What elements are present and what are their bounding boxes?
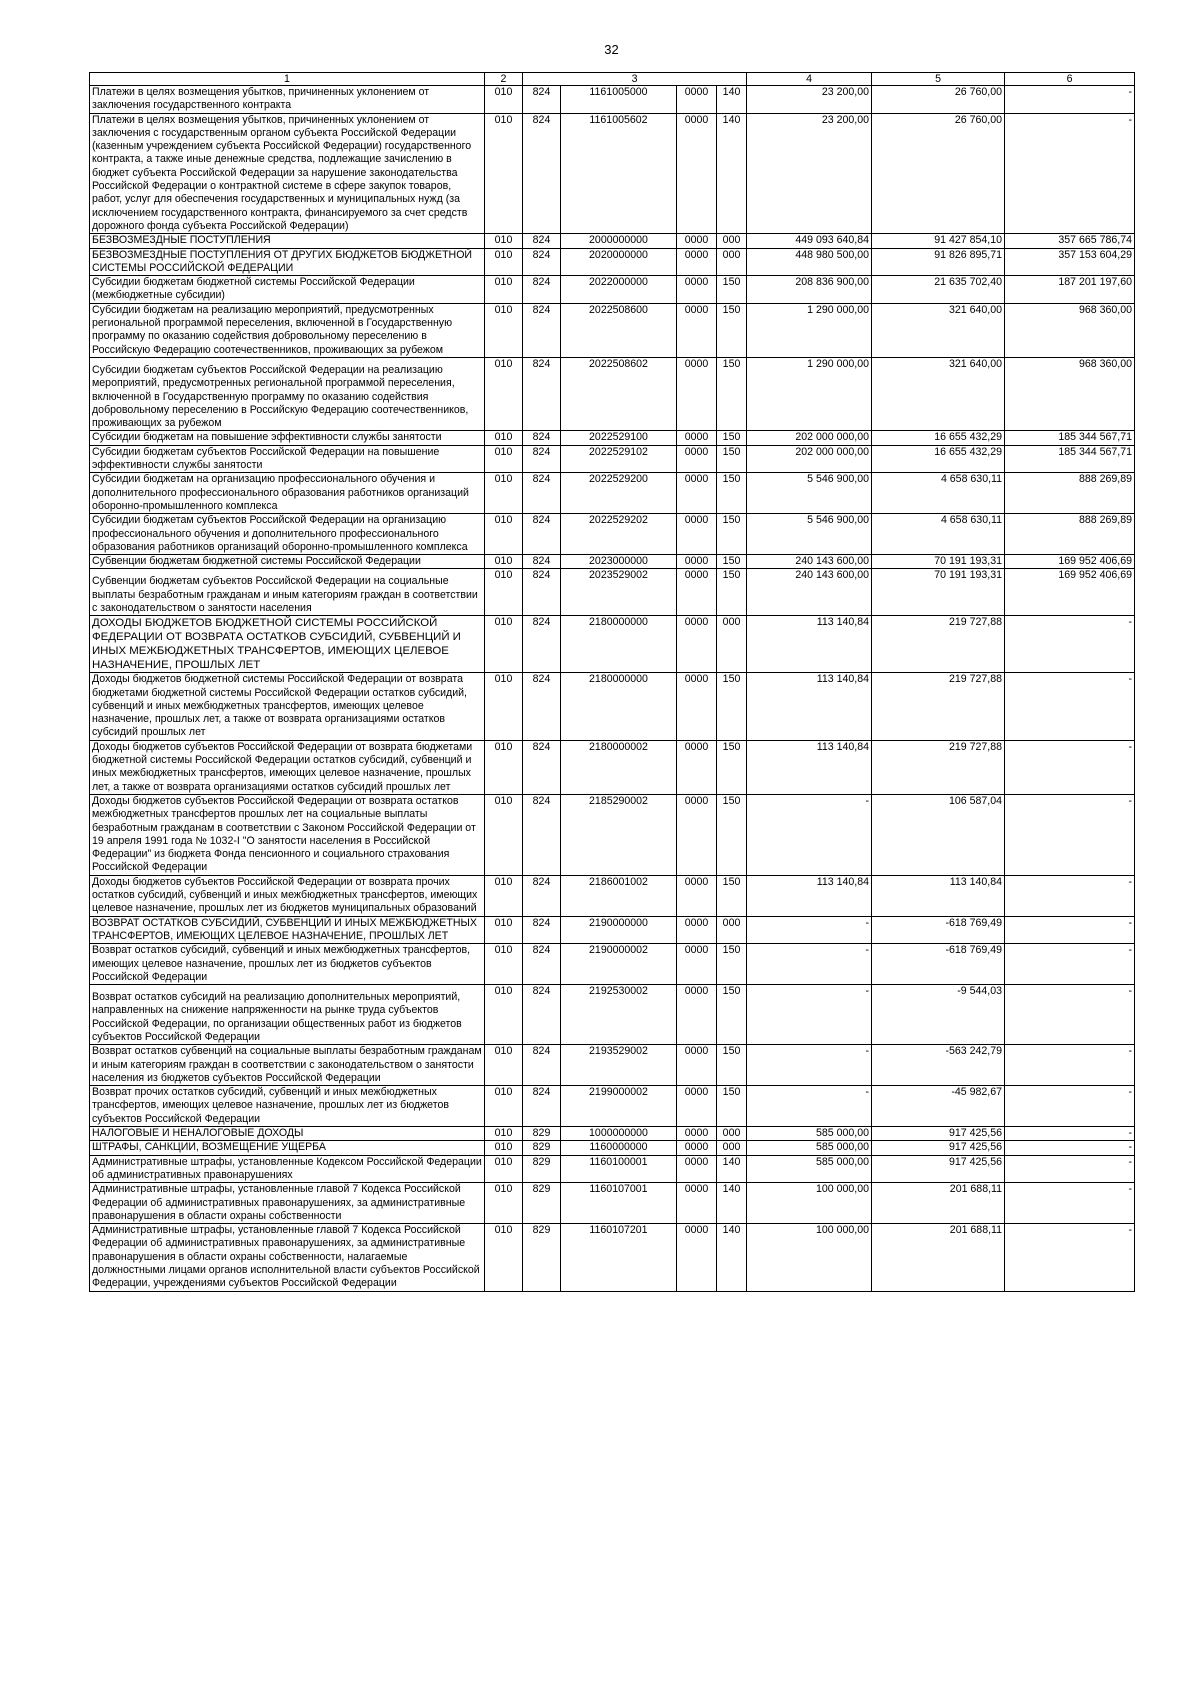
row-description: Субсидии бюджетам на организацию профессионального обучения и дополнительного профессионального образования работников организаций оборонно-промышленного комплекса <box>90 473 485 514</box>
row-kosgu-code: 150 <box>717 673 747 740</box>
row-admin-code: 010 <box>485 1224 523 1291</box>
row-admin-code: 010 <box>485 1127 523 1141</box>
row-description: Субсидии бюджетам на повышение эффективности службы занятости <box>90 431 485 445</box>
row-kbk-code: 2193529002 <box>561 1045 677 1086</box>
row-unexecuted-amount: - <box>1005 1155 1135 1183</box>
row-executed-amount: -45 982,67 <box>872 1086 1005 1127</box>
row-kosgu-code: 150 <box>717 555 747 569</box>
row-chapter-code: 824 <box>523 431 561 445</box>
row-unexecuted-amount: - <box>1005 616 1135 673</box>
table-row <box>90 555 1135 569</box>
table-row <box>90 1224 1135 1291</box>
row-kbk-code: 2180000000 <box>561 673 677 740</box>
row-unexecuted-amount: - <box>1005 916 1135 944</box>
row-unexecuted-amount: - <box>1005 1086 1135 1127</box>
row-admin-code: 010 <box>485 234 523 248</box>
row-executed-amount: 91 427 854,10 <box>872 234 1005 248</box>
row-kbk-code: 2022529202 <box>561 514 677 555</box>
row-chapter-code: 824 <box>523 514 561 555</box>
table-row <box>90 276 1135 304</box>
row-admin-code: 010 <box>485 1183 523 1224</box>
table-row <box>90 1183 1135 1224</box>
table-row <box>90 916 1135 944</box>
row-unexecuted-amount: - <box>1005 875 1135 916</box>
row-description: Возврат остатков субвенций на социальные выплаты безработным гражданам и иным категориям граждан в соответствии с законодательством о занятости населения из бюджетов субъектов Российской Федерации <box>90 1045 485 1086</box>
row-program-code: 0000 <box>677 234 717 248</box>
row-admin-code: 010 <box>485 916 523 944</box>
row-kosgu-code: 150 <box>717 944 747 985</box>
table-row <box>90 944 1135 985</box>
row-admin-code: 010 <box>485 514 523 555</box>
row-unexecuted-amount: 968 360,00 <box>1005 303 1135 357</box>
row-kbk-code: 1160107001 <box>561 1183 677 1224</box>
row-approved-amount: 448 980 500,00 <box>747 248 872 276</box>
row-kbk-code: 2000000000 <box>561 234 677 248</box>
row-kosgu-code: 140 <box>717 113 747 234</box>
row-kosgu-code: 150 <box>717 276 747 304</box>
row-description: Субсидии бюджетам субъектов Российской Федерации на повышение эффективности службы занятости <box>90 445 485 473</box>
row-executed-amount: 70 191 193,31 <box>872 555 1005 569</box>
row-program-code: 0000 <box>677 113 717 234</box>
row-kosgu-code: 150 <box>717 985 747 1045</box>
row-executed-amount: 91 826 895,71 <box>872 248 1005 276</box>
header-col-5: 5 <box>872 73 1005 86</box>
row-unexecuted-amount: - <box>1005 1183 1135 1224</box>
header-col-6: 6 <box>1005 73 1135 86</box>
row-approved-amount: 23 200,00 <box>747 113 872 234</box>
row-kosgu-code: 150 <box>717 794 747 875</box>
row-kbk-code: 2023529002 <box>561 569 677 616</box>
row-admin-code: 010 <box>485 303 523 357</box>
row-program-code: 0000 <box>677 1086 717 1127</box>
row-admin-code: 010 <box>485 86 523 114</box>
row-description: Субвенции бюджетам субъектов Российской Федерации на социальные выплаты безработным гражданам и иным категориям граждан в соответствии с законодательством о занятости населения <box>90 569 485 616</box>
row-description: Платежи в целях возмещения убытков, причиненных уклонением от заключения государственного контракта <box>90 86 485 114</box>
row-program-code: 0000 <box>677 616 717 673</box>
row-admin-code: 010 <box>485 673 523 740</box>
header-col-4: 4 <box>747 73 872 86</box>
row-program-code: 0000 <box>677 514 717 555</box>
row-executed-amount: -563 242,79 <box>872 1045 1005 1086</box>
row-approved-amount: 585 000,00 <box>747 1155 872 1183</box>
row-kbk-code: 2022508600 <box>561 303 677 357</box>
row-kosgu-code: 000 <box>717 248 747 276</box>
row-description: Платежи в целях возмещения убытков, причиненных уклонением от заключения с государственным органом субъекта Российской Федерации (казенным учреждением субъекта Российской Федерации) государственного контракта, а также иные денежные средства, подлежащие зачислению в бюджет субъекта Российской Федерации за нарушение законодательства Российской Федерации о контрактной системе в сфере закупок товаров, работ, услуг для обеспечения государственных и муниципальных нужд (за исключением государственного контракта, финансируемого за счет средств дорожного фонда субъекта Российской Федерации) <box>90 113 485 234</box>
row-kbk-code: 1160100001 <box>561 1155 677 1183</box>
row-description: Возврат прочих остатков субсидий, субвенций и иных межбюджетных трансфертов, имеющих целевое назначение, прошлых лет из бюджетов субъектов Российской Федерации <box>90 1086 485 1127</box>
row-executed-amount: 219 727,88 <box>872 740 1005 794</box>
row-approved-amount: 100 000,00 <box>747 1224 872 1291</box>
row-kosgu-code: 150 <box>717 740 747 794</box>
table-row <box>90 1141 1135 1155</box>
row-approved-amount: - <box>747 916 872 944</box>
row-kosgu-code: 150 <box>717 303 747 357</box>
row-unexecuted-amount: - <box>1005 1224 1135 1291</box>
row-approved-amount: - <box>747 1045 872 1086</box>
row-admin-code: 010 <box>485 794 523 875</box>
table-row <box>90 303 1135 357</box>
row-kosgu-code: 140 <box>717 86 747 114</box>
row-admin-code: 010 <box>485 473 523 514</box>
row-kosgu-code: 150 <box>717 514 747 555</box>
row-approved-amount: 113 140,84 <box>747 875 872 916</box>
row-program-code: 0000 <box>677 473 717 514</box>
row-description: Субвенции бюджетам бюджетной системы Российской Федерации <box>90 555 485 569</box>
row-program-code: 0000 <box>677 248 717 276</box>
row-kbk-code: 2023000000 <box>561 555 677 569</box>
page-number: 32 <box>604 42 619 57</box>
row-chapter-code: 824 <box>523 303 561 357</box>
row-admin-code: 010 <box>485 248 523 276</box>
row-description: Доходы бюджетов бюджетной системы Российской Федерации от возврата бюджетами бюджетной системы Российской Федерации остатков субсидий, субвенций и иных межбюджетных трансфертов, имеющих целевое назначение, прошлых лет, а также от возврата организациями остатков субсидий прошлых лет <box>90 673 485 740</box>
row-description: Административные штрафы, установленные главой 7 Кодекса Российской Федерации об административных правонарушениях, за административные правонарушения в области охраны собственности, налагаемые должностными лицами органов исполнительной власти субъектов Российской Федерации, учреждениями субъектов Российской Федерации <box>90 1224 485 1291</box>
row-unexecuted-amount: - <box>1005 1141 1135 1155</box>
row-admin-code: 010 <box>485 740 523 794</box>
row-unexecuted-amount: - <box>1005 86 1135 114</box>
row-kbk-code: 2190000000 <box>561 916 677 944</box>
row-admin-code: 010 <box>485 616 523 673</box>
row-admin-code: 010 <box>485 431 523 445</box>
row-approved-amount: 202 000 000,00 <box>747 445 872 473</box>
row-chapter-code: 824 <box>523 1086 561 1127</box>
row-program-code: 0000 <box>677 1155 717 1183</box>
row-program-code: 0000 <box>677 740 717 794</box>
row-chapter-code: 824 <box>523 944 561 985</box>
row-chapter-code: 824 <box>523 248 561 276</box>
row-executed-amount: 917 425,56 <box>872 1155 1005 1183</box>
row-kosgu-code: 150 <box>717 1045 747 1086</box>
row-kbk-code: 2180000000 <box>561 616 677 673</box>
row-executed-amount: 113 140,84 <box>872 875 1005 916</box>
row-description: Возврат остатков субсидий на реализацию дополнительных мероприятий, направленных на снижение напряженности на рынке труда субъектов Российской Федерации, по организации общественных работ из бюджетов субъектов Российской Федерации <box>90 985 485 1045</box>
row-approved-amount: 208 836 900,00 <box>747 276 872 304</box>
table-row <box>90 569 1135 616</box>
row-admin-code: 010 <box>485 944 523 985</box>
row-program-code: 0000 <box>677 303 717 357</box>
row-chapter-code: 829 <box>523 1155 561 1183</box>
row-program-code: 0000 <box>677 875 717 916</box>
row-admin-code: 010 <box>485 569 523 616</box>
row-executed-amount: 917 425,56 <box>872 1141 1005 1155</box>
row-kbk-code: 2022529200 <box>561 473 677 514</box>
row-kbk-code: 1161005000 <box>561 86 677 114</box>
table-row <box>90 431 1135 445</box>
row-chapter-code: 824 <box>523 234 561 248</box>
row-approved-amount: - <box>747 794 872 875</box>
row-unexecuted-amount: - <box>1005 1045 1135 1086</box>
row-admin-code: 010 <box>485 875 523 916</box>
row-executed-amount: 26 760,00 <box>872 86 1005 114</box>
row-approved-amount: 113 140,84 <box>747 740 872 794</box>
row-executed-amount: 16 655 432,29 <box>872 431 1005 445</box>
row-chapter-code: 824 <box>523 569 561 616</box>
row-chapter-code: 824 <box>523 875 561 916</box>
table-row <box>90 357 1135 430</box>
row-program-code: 0000 <box>677 916 717 944</box>
header-col-2: 2 <box>485 73 523 86</box>
row-program-code: 0000 <box>677 569 717 616</box>
row-approved-amount: - <box>747 944 872 985</box>
row-chapter-code: 829 <box>523 1127 561 1141</box>
row-program-code: 0000 <box>677 555 717 569</box>
row-approved-amount: 23 200,00 <box>747 86 872 114</box>
row-chapter-code: 824 <box>523 86 561 114</box>
row-chapter-code: 824 <box>523 794 561 875</box>
table-body <box>90 86 1135 1292</box>
row-unexecuted-amount: 888 269,89 <box>1005 473 1135 514</box>
row-approved-amount: 1 290 000,00 <box>747 303 872 357</box>
row-unexecuted-amount: 888 269,89 <box>1005 514 1135 555</box>
row-kbk-code: 2022508602 <box>561 357 677 430</box>
row-program-code: 0000 <box>677 445 717 473</box>
row-approved-amount: 240 143 600,00 <box>747 555 872 569</box>
row-approved-amount: 240 143 600,00 <box>747 569 872 616</box>
row-description: Доходы бюджетов субъектов Российской Федерации от возврата прочих остатков субсидий, субвенций и иных межбюджетных трансфертов, имеющих целевое назначение, прошлых лет из бюджетов муниципальных образований <box>90 875 485 916</box>
row-unexecuted-amount: - <box>1005 1127 1135 1141</box>
table-row <box>90 473 1135 514</box>
row-kosgu-code: 150 <box>717 473 747 514</box>
row-description: Доходы бюджетов субъектов Российской Федерации от возврата бюджетами бюджетной системы Российской Федерации остатков субсидий, субвенций и иных межбюджетных трансфертов, имеющих целевое назначение, прошлых лет, а также от возврата организациями остатков субсидий прошлых лет <box>90 740 485 794</box>
row-executed-amount: 219 727,88 <box>872 673 1005 740</box>
row-executed-amount: 321 640,00 <box>872 303 1005 357</box>
row-executed-amount: 201 688,11 <box>872 1183 1005 1224</box>
header-row <box>90 73 1135 86</box>
row-description: ДОХОДЫ БЮДЖЕТОВ БЮДЖЕТНОЙ СИСТЕМЫ РОССИЙСКОЙ ФЕДЕРАЦИИ ОТ ВОЗВРАТА ОСТАТКОВ СУБСИДИЙ, СУБВЕНЦИЙ И ИНЫХ МЕЖБЮДЖЕТНЫХ ТРАНСФЕРТОВ, ИМЕЮЩИХ ЦЕЛЕВОЕ НАЗНАЧЕНИЕ, ПРОШЛЫХ ЛЕТ <box>90 616 485 673</box>
row-unexecuted-amount: - <box>1005 944 1135 985</box>
row-program-code: 0000 <box>677 86 717 114</box>
row-kosgu-code: 140 <box>717 1183 747 1224</box>
budget-revenue-table <box>89 72 1135 1292</box>
row-kbk-code: 2192530002 <box>561 985 677 1045</box>
row-kosgu-code: 150 <box>717 445 747 473</box>
row-program-code: 0000 <box>677 944 717 985</box>
table-row <box>90 673 1135 740</box>
row-approved-amount: 585 000,00 <box>747 1127 872 1141</box>
row-kosgu-code: 000 <box>717 916 747 944</box>
row-approved-amount: 202 000 000,00 <box>747 431 872 445</box>
row-approved-amount: 113 140,84 <box>747 673 872 740</box>
row-description: Административные штрафы, установленные Кодексом Российской Федерации об административных правонарушениях <box>90 1155 485 1183</box>
row-executed-amount: -618 769,49 <box>872 944 1005 985</box>
row-kbk-code: 1160000000 <box>561 1141 677 1155</box>
row-description: Субсидии бюджетам на реализацию мероприятий, предусмотренных региональной программой переселения, включенной в Государственную программу по оказанию содействия добровольному переселению в Российскую Федерацию соотечественников, проживающих за рубежом <box>90 303 485 357</box>
row-admin-code: 010 <box>485 555 523 569</box>
row-chapter-code: 829 <box>523 1224 561 1291</box>
row-kbk-code: 2022529100 <box>561 431 677 445</box>
row-approved-amount: 5 546 900,00 <box>747 514 872 555</box>
row-unexecuted-amount: 357 665 786,74 <box>1005 234 1135 248</box>
row-executed-amount: -618 769,49 <box>872 916 1005 944</box>
row-program-code: 0000 <box>677 357 717 430</box>
row-chapter-code: 824 <box>523 616 561 673</box>
row-executed-amount: 321 640,00 <box>872 357 1005 430</box>
row-admin-code: 010 <box>485 1155 523 1183</box>
row-executed-amount: 16 655 432,29 <box>872 445 1005 473</box>
table-row <box>90 616 1135 673</box>
table-row <box>90 248 1135 276</box>
row-unexecuted-amount: 185 344 567,71 <box>1005 445 1135 473</box>
row-executed-amount: 219 727,88 <box>872 616 1005 673</box>
table-row <box>90 1155 1135 1183</box>
row-kosgu-code: 150 <box>717 1086 747 1127</box>
table-row <box>90 113 1135 234</box>
row-kosgu-code: 000 <box>717 1141 747 1155</box>
row-kbk-code: 1161005602 <box>561 113 677 234</box>
table-row <box>90 514 1135 555</box>
row-kbk-code: 2022000000 <box>561 276 677 304</box>
table-row <box>90 794 1135 875</box>
row-kosgu-code: 000 <box>717 616 747 673</box>
row-description: ВОЗВРАТ ОСТАТКОВ СУБСИДИЙ, СУБВЕНЦИЙ И ИНЫХ МЕЖБЮДЖЕТНЫХ ТРАНСФЕРТОВ, ИМЕЮЩИХ ЦЕЛЕВОЕ НАЗНАЧЕНИЕ, ПРОШЛЫХ ЛЕТ <box>90 916 485 944</box>
row-admin-code: 010 <box>485 1045 523 1086</box>
row-approved-amount: 1 290 000,00 <box>747 357 872 430</box>
row-chapter-code: 824 <box>523 473 561 514</box>
table-row <box>90 1127 1135 1141</box>
row-admin-code: 010 <box>485 445 523 473</box>
row-unexecuted-amount: 968 360,00 <box>1005 357 1135 430</box>
row-approved-amount: 113 140,84 <box>747 616 872 673</box>
table-row <box>90 740 1135 794</box>
row-chapter-code: 824 <box>523 113 561 234</box>
row-program-code: 0000 <box>677 794 717 875</box>
row-executed-amount: 26 760,00 <box>872 113 1005 234</box>
row-kbk-code: 2185290002 <box>561 794 677 875</box>
row-approved-amount: 449 093 640,84 <box>747 234 872 248</box>
row-kosgu-code: 140 <box>717 1155 747 1183</box>
row-unexecuted-amount: 187 201 197,60 <box>1005 276 1135 304</box>
row-program-code: 0000 <box>677 985 717 1045</box>
row-executed-amount: 4 658 630,11 <box>872 473 1005 514</box>
row-admin-code: 010 <box>485 276 523 304</box>
row-kbk-code: 2022529102 <box>561 445 677 473</box>
row-kosgu-code: 000 <box>717 1127 747 1141</box>
table-row <box>90 1045 1135 1086</box>
row-approved-amount: 100 000,00 <box>747 1183 872 1224</box>
row-admin-code: 010 <box>485 1086 523 1127</box>
header-col-3: 3 <box>523 73 747 86</box>
row-kosgu-code: 000 <box>717 234 747 248</box>
row-chapter-code: 824 <box>523 673 561 740</box>
row-admin-code: 010 <box>485 1141 523 1155</box>
row-description: БЕЗВОЗМЕЗДНЫЕ ПОСТУПЛЕНИЯ ОТ ДРУГИХ БЮДЖЕТОВ БЮДЖЕТНОЙ СИСТЕМЫ РОССИЙСКОЙ ФЕДЕРАЦИИ <box>90 248 485 276</box>
row-program-code: 0000 <box>677 1224 717 1291</box>
row-description: НАЛОГОВЫЕ И НЕНАЛОГОВЫЕ ДОХОДЫ <box>90 1127 485 1141</box>
row-executed-amount: 917 425,56 <box>872 1127 1005 1141</box>
row-approved-amount: - <box>747 985 872 1045</box>
row-admin-code: 010 <box>485 357 523 430</box>
row-description: Субсидии бюджетам субъектов Российской Федерации на организацию профессионального обучения и дополнительного профессионального образования работников организаций оборонно-промышленного комплекса <box>90 514 485 555</box>
row-unexecuted-amount: 185 344 567,71 <box>1005 431 1135 445</box>
row-unexecuted-amount: 169 952 406,69 <box>1005 555 1135 569</box>
row-chapter-code: 829 <box>523 1141 561 1155</box>
row-chapter-code: 824 <box>523 445 561 473</box>
table-row <box>90 86 1135 114</box>
row-program-code: 0000 <box>677 673 717 740</box>
row-unexecuted-amount: 169 952 406,69 <box>1005 569 1135 616</box>
row-approved-amount: - <box>747 1086 872 1127</box>
row-executed-amount: 4 658 630,11 <box>872 514 1005 555</box>
row-kosgu-code: 150 <box>717 357 747 430</box>
row-kosgu-code: 150 <box>717 569 747 616</box>
row-kbk-code: 2020000000 <box>561 248 677 276</box>
row-kbk-code: 2190000002 <box>561 944 677 985</box>
row-chapter-code: 824 <box>523 916 561 944</box>
row-kbk-code: 2180000002 <box>561 740 677 794</box>
row-kbk-code: 1160107201 <box>561 1224 677 1291</box>
row-unexecuted-amount: 357 153 604,29 <box>1005 248 1135 276</box>
row-unexecuted-amount: - <box>1005 740 1135 794</box>
row-unexecuted-amount: - <box>1005 113 1135 234</box>
row-description: Субсидии бюджетам субъектов Российской Федерации на реализацию мероприятий, предусмотренных региональной программой переселения, включенной в Государственную программу по оказанию содействия добровольному переселению в Российскую Федерацию соотечественников, проживающих за рубежом <box>90 357 485 430</box>
row-unexecuted-amount: - <box>1005 794 1135 875</box>
table-row <box>90 445 1135 473</box>
header-col-1: 1 <box>90 73 485 86</box>
row-chapter-code: 829 <box>523 1183 561 1224</box>
row-kbk-code: 2186001002 <box>561 875 677 916</box>
row-program-code: 0000 <box>677 1141 717 1155</box>
row-chapter-code: 824 <box>523 740 561 794</box>
row-program-code: 0000 <box>677 431 717 445</box>
row-executed-amount: -9 544,03 <box>872 985 1005 1045</box>
row-executed-amount: 201 688,11 <box>872 1224 1005 1291</box>
table-row <box>90 985 1135 1045</box>
row-kosgu-code: 150 <box>717 431 747 445</box>
row-description: ШТРАФЫ, САНКЦИИ, ВОЗМЕЩЕНИЕ УЩЕРБА <box>90 1141 485 1155</box>
row-description: Доходы бюджетов субъектов Российской Федерации от возврата остатков межбюджетных трансфертов прошлых лет на социальные выплаты безработным гражданам в соответствии с Законом Российской Федерации от 19 апреля 1991 года № 1032-I "О занятости населения в Российской Федерации" из бюджета Фонда пенсионного и социального страхования Российской Федерации <box>90 794 485 875</box>
row-chapter-code: 824 <box>523 276 561 304</box>
row-kbk-code: 1000000000 <box>561 1127 677 1141</box>
row-chapter-code: 824 <box>523 1045 561 1086</box>
table-row <box>90 1086 1135 1127</box>
row-admin-code: 010 <box>485 113 523 234</box>
row-executed-amount: 70 191 193,31 <box>872 569 1005 616</box>
row-executed-amount: 106 587,04 <box>872 794 1005 875</box>
row-kosgu-code: 140 <box>717 1224 747 1291</box>
row-kbk-code: 2199000002 <box>561 1086 677 1127</box>
row-description: БЕЗВОЗМЕЗДНЫЕ ПОСТУПЛЕНИЯ <box>90 234 485 248</box>
row-executed-amount: 21 635 702,40 <box>872 276 1005 304</box>
row-description: Субсидии бюджетам бюджетной системы Российской Федерации (межбюджетные субсидии) <box>90 276 485 304</box>
row-program-code: 0000 <box>677 1183 717 1224</box>
row-program-code: 0000 <box>677 1045 717 1086</box>
row-chapter-code: 824 <box>523 357 561 430</box>
row-kosgu-code: 150 <box>717 875 747 916</box>
row-unexecuted-amount: - <box>1005 673 1135 740</box>
row-approved-amount: 5 546 900,00 <box>747 473 872 514</box>
row-program-code: 0000 <box>677 1127 717 1141</box>
row-chapter-code: 824 <box>523 555 561 569</box>
row-unexecuted-amount: - <box>1005 985 1135 1045</box>
table-row <box>90 234 1135 248</box>
table-row <box>90 875 1135 916</box>
row-chapter-code: 824 <box>523 985 561 1045</box>
row-program-code: 0000 <box>677 276 717 304</box>
row-description: Административные штрафы, установленные главой 7 Кодекса Российской Федерации об административных правонарушениях, за административные правонарушения в области охраны собственности <box>90 1183 485 1224</box>
row-admin-code: 010 <box>485 985 523 1045</box>
row-approved-amount: 585 000,00 <box>747 1141 872 1155</box>
row-description: Возврат остатков субсидий, субвенций и иных межбюджетных трансфертов, имеющих целевое назначение, прошлых лет из бюджетов субъектов Российской Федерации <box>90 944 485 985</box>
